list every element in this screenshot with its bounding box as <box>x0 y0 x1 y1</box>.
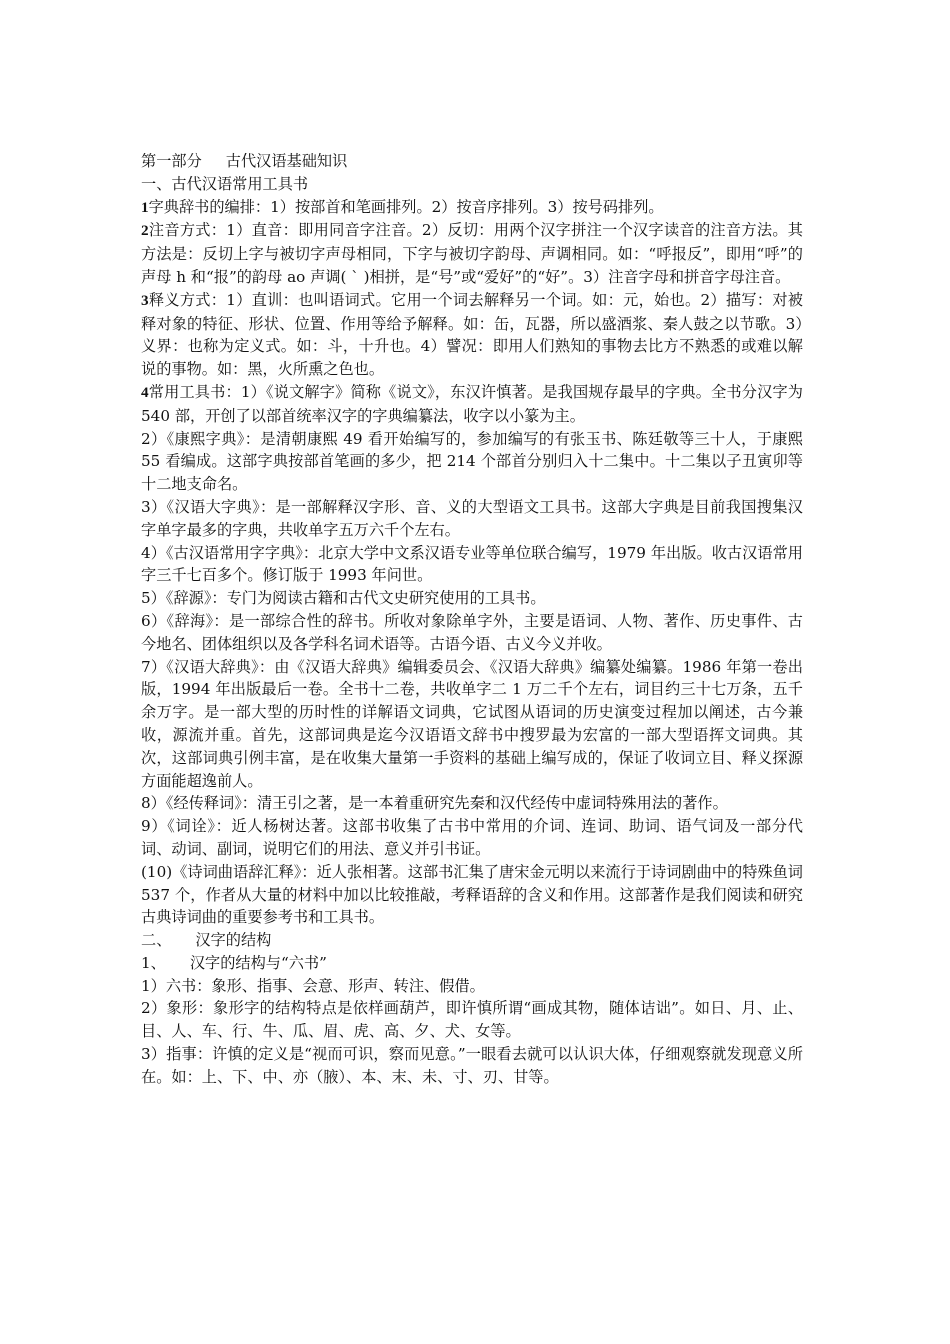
item-number: 2 <box>141 222 149 240</box>
document-page <box>141 150 803 1089</box>
section-2-number: 二、 <box>141 931 172 950</box>
part-heading <box>141 150 803 173</box>
section-1-title: 一、古代汉语常用工具书 <box>141 174 309 193</box>
section-2-text: 汉字的结构 <box>195 931 272 950</box>
liushu-list: 1）六书：象形、指事、会意、形声、转注、假借。 <box>141 976 485 995</box>
item-text: 注音方式：1）直音：即用同音字注音。2）反切：用两个汉字拼注一个汉字读音的注音方法。其方法是：反切上字与被切字声母相同，下字与被切字韵母、声调相同。如：“呼报反”，即用“呼”的声母 h 和“报”的韵母 ao 声调( ` )相拼，是“号”或“爱好”的“好”。3）注音字母和拼音字母注音。 <box>141 221 803 286</box>
item-text: 字典辞书的编排：1）按部首和笔画排列。2）按音序排列。3）按号码排列。 <box>148 197 664 216</box>
subtitle-number: 1、 <box>141 953 166 972</box>
item-text: 释义方式：1）直训：也叫语词式。它用一个词去解释另一个词。如：元，始也。2）描写：对被释对象的特征、形状、位置、作用等给予解释。如：缶，瓦器，所以盛酒浆、秦人鼓之以节歌。3）义界：也称为定义式。如：斗，十升也。4）譬况：即用人们熟知的事物去比方不熟悉的或难以解说的事物。如：黑，火所熏之色也。 <box>141 290 803 379</box>
item-number: 3 <box>141 291 149 309</box>
section-1-item-2 <box>141 219 803 288</box>
book-entry-shici-quyu: (10)《诗词曲语辞汇释》：近人张相著。这部书汇集了唐宋金元明以来流行于诗词剧曲中的特殊鱼词 537 个，作者从大量的材料中加以比较推敲，考释语辞的含义和作用。这部著作是我们阅读和研究古典诗词曲的重要参考书和工具书。 <box>141 862 803 927</box>
section-1-item-4 <box>141 381 803 428</box>
section-1-item-3 <box>141 289 803 381</box>
section-1-item-1 <box>141 196 803 220</box>
item-number: 4 <box>141 383 149 401</box>
section-2-title <box>141 929 803 952</box>
book-entry-ciyuan: 5）《辞源》：专门为阅读古籍和古代文史研究使用的工具书。 <box>141 589 546 608</box>
book-entry-hanyu-dacidian: 7）《汉语大辞典》：由《汉语大辞典》编辑委员会、《汉语大辞典》编纂处编纂。1986 年第一卷出版，1994 年出版最后一卷。全书十二卷，共收单字二 1 万二千个左右，词目约三十七万条，五千余万字。是一部大型的历时性的详解语文词典，它试图从语词的历史演变过程加以阐述，古今兼收，源流并重。首先，这部词典是迄今汉语语文辞书中搜罗最为宏富的一部大型语挥文词典。其次，这部词典引例丰富，是在收集大量第一手资料的基础上编写成的，保证了收词立目、释义探源方面能超逸前人。 <box>141 657 803 790</box>
book-entry-guhanyu-zidian: 4）《古汉语常用字字典》：北京大学中文系汉语专业等单位联合编写，1979 年出版。收古汉语常用字三千七百多个。修订版于 1993 年问世。 <box>141 543 803 585</box>
book-entry-ciquan: 9）《词诠》：近人杨树达著。这部书收集了古书中常用的介词、连词、助词、语气词及一部分代词、动词、副词，说明它们的用法、意义并引书证。 <box>141 817 803 858</box>
item-number: 1 <box>141 198 149 216</box>
book-entry-hanyu-dazidian: 3）《汉语大字典》：是一部解释汉字形、音、义的大型语文工具书。这部大字典是目前我国搜集汉字单字最多的字典，共收单字五万六千个左右。 <box>141 497 803 539</box>
zhishi-definition: 3）指事：许慎的定义是“视而可识，察而见意。”一眼看去就可以认识大体，仔细观察就发现意义所在。如：上、下、中、亦（腋）、本、末、未、寸、刃、甘等。 <box>141 1045 803 1086</box>
part-title: 古代汉语基础知识 <box>225 152 348 170</box>
book-entry-cihai: 6）《辞海》：是一部综合性的辞书。所收对象除单字外，主要是语词、人物、著作、历史事件、古今地名、团体组织以及各学科名词术语等。古语今语、古义今义并收。 <box>141 611 803 653</box>
part-label: 第一部分 <box>141 152 202 170</box>
book-entry-kangxi: 2）《康熙字典》：是清朝康熙 49 看开始编写的，参加编写的有张玉书、陈廷敬等三十人，于康熙 55 看编成。这部字典按部首笔画的多少，把 214 个部首分别归入十二集中。十二集以子丑寅卯等十二地支命名。 <box>141 429 803 494</box>
book-entry-jingzhuan-shici: 8）《经传释词》：清王引之著，是一本着重研究先秦和汉代经传中虚词特殊用法的著作。 <box>141 794 728 813</box>
item-text: 常用工具书：1）《说文解字》简称《说文》，东汉许慎著。是我国规存最早的字典。全书分汉字为 540 部，开创了以部首统率汉字的字典编纂法，收字以小篆为主。 <box>141 382 803 425</box>
subtitle-text: 汉字的结构与“六书” <box>189 953 327 972</box>
xiangxing-definition: 2）象形：象形字的结构特点是依样画葫芦，即许慎所谓“画成其物，随体诘诎”。如日、月、止、目、人、车、行、牛、瓜、眉、虎、高、夕、犬、女等。 <box>141 999 803 1041</box>
section-2-subtitle <box>141 952 803 975</box>
